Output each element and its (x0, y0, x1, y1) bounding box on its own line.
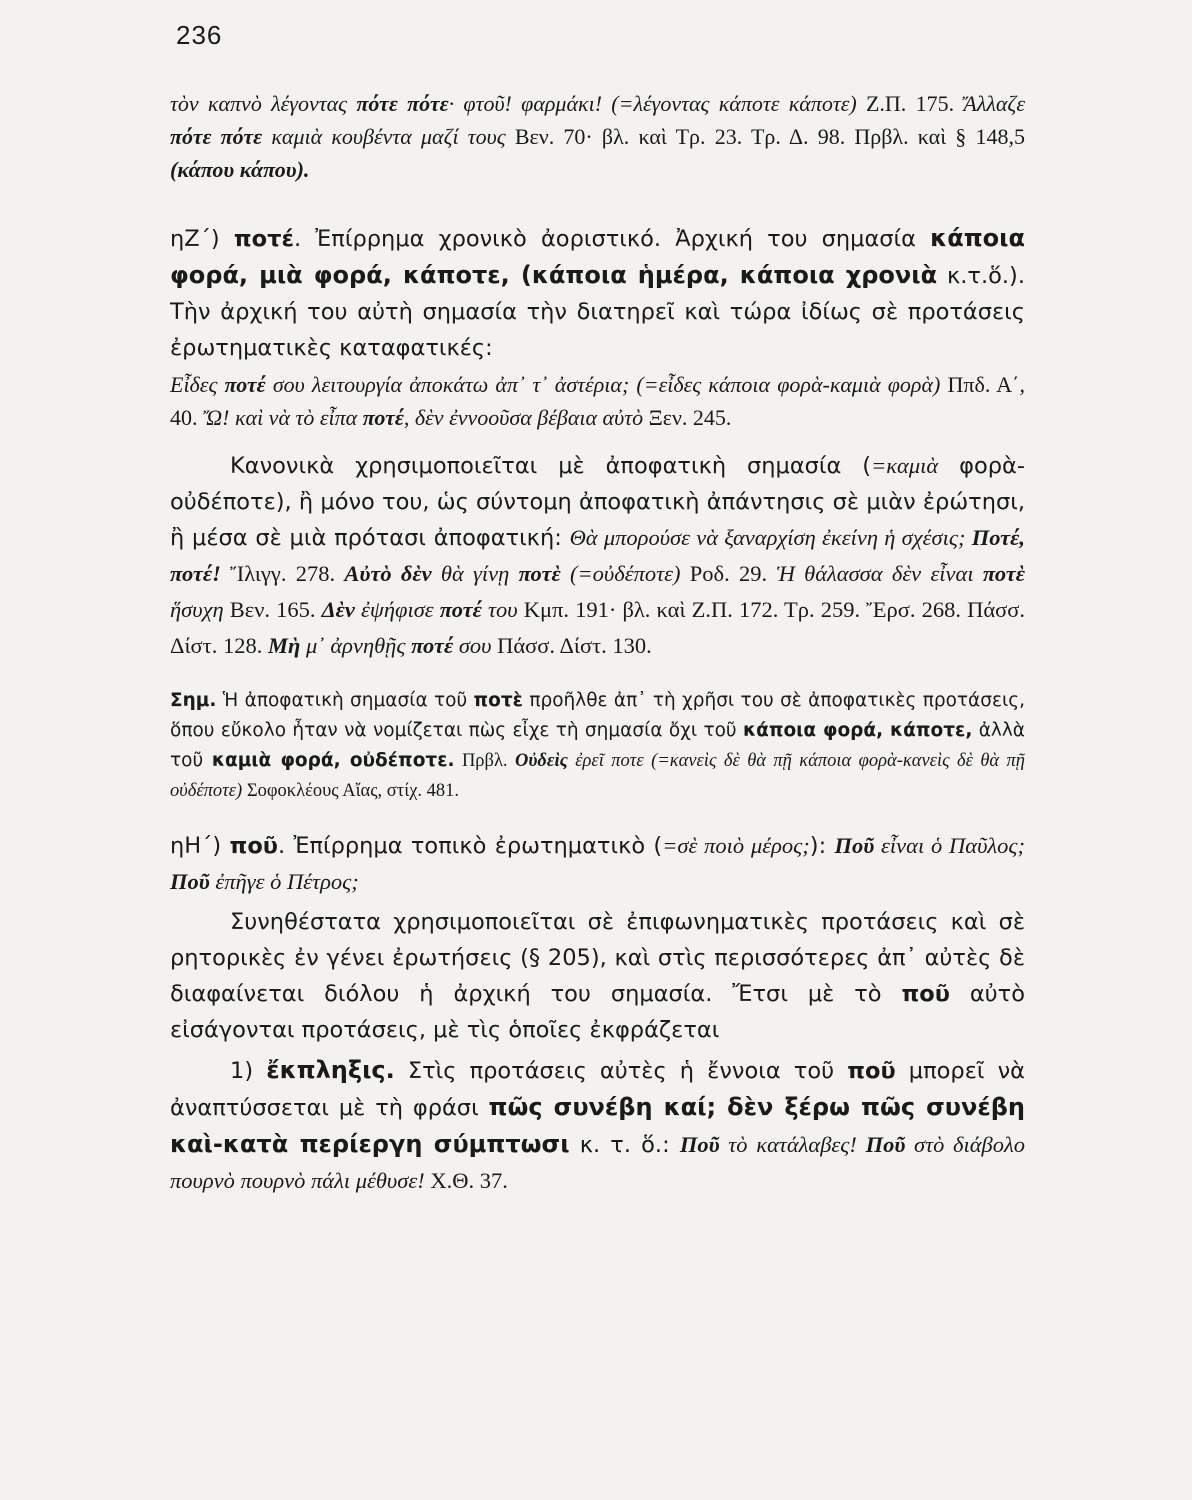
citation: Βεν. 70· βλ. καὶ Τρ. 23. Τρ. Δ. 98. Πρβλ. καὶ § 148,5 (505, 124, 1025, 149)
paragraph-ekplixis (170, 1052, 1025, 1199)
example-text: Εἶδες (170, 372, 225, 397)
citation: Ζ.Π. 175. (856, 91, 964, 116)
body-text: Κανονικὰ χρησιμοποιεῖται μὲ ἀποφατικὴ σημασία ( (230, 453, 872, 479)
example-text: (=οὐδέποτε) (560, 561, 681, 586)
example-text: του (481, 597, 518, 622)
body-text: μπορεῖ νὰ ἀναπτύσσεται μὲ τὴ φράσι (170, 1058, 1026, 1121)
keyword: Μὴ (267, 633, 301, 658)
keyword: Ποτέ, ποτέ! (170, 525, 1025, 586)
note-label: Σημ. (170, 690, 217, 711)
paragraph-negative-meaning (170, 448, 1025, 664)
body-text: Στὶς προτάσεις αὐτὲς ἡ ἔννοια τοῦ (394, 1058, 848, 1084)
keyword: ποτὲ (473, 690, 523, 711)
example-text: ἐρεῖ ποτε (=κανεὶς δὲ θὰ πῇ κάποια φορὰ-κανεὶς δὲ θὰ πῇ οὐδέποτε) (170, 751, 1025, 801)
example-text: θὰ γίνῃ (431, 561, 519, 586)
example-text: ἐψήφισε (354, 597, 440, 622)
example-text: τὸν καπνὸ λέγοντας (170, 91, 357, 116)
citation: Πρβλ. (454, 751, 515, 771)
paragraph-pote-pote-examples (170, 87, 1025, 186)
example-text: , δὲν ἐννοοῦσα βέβαια αὐτὸ (403, 405, 644, 430)
body-text: φορὰ-οὐδέποτε), ἢ μόνο του, ὡς σύντομη ἀποφατικὴ ἀπάντησις σὲ μιὰν ἐρώτησι, ἢ μέσα σὲ μιὰ πρότασι ἀποφατική: (170, 453, 1025, 551)
note-paragraph (170, 686, 1025, 806)
example-text: ἐπῆγε ὁ Πέτρος; (209, 869, 359, 894)
keyword: Ποῦ (679, 1132, 720, 1157)
section-keyword: ποῦ (229, 833, 278, 859)
example-text: Ὤ! καὶ νὰ τὸ εἶπα (203, 405, 363, 430)
page-number: 236 (176, 20, 223, 50)
citation: Χ.Θ. 37. (424, 1168, 508, 1193)
example-text: · φτοῦ! φαρμάκι! (=λέγοντας κάποτε κάποτε) (448, 91, 857, 116)
keyword: ποτὲ (518, 561, 561, 586)
keyword: πότε πότε (170, 124, 263, 149)
keyword: ποτέ (411, 633, 454, 658)
keyword: πότε πότε (356, 91, 449, 116)
example-text: Ἄλλαζε (963, 91, 1025, 116)
note-text: ἀλλὰ τοῦ (170, 720, 1025, 771)
keyword: ποτέ (439, 597, 482, 622)
keyword: ποτέ (362, 405, 404, 430)
body-text: αὐτὸ εἰσάγονται προτάσεις, μὲ τὶς ὁποῖες ἐκφράζεται (170, 981, 1025, 1043)
example-text: εἶναι ὁ Παῦλος; (874, 833, 1026, 858)
keyword: ποῦ (847, 1058, 896, 1084)
example-text: τὸ κατάλαβες! (719, 1132, 866, 1157)
citation: Ππδ. Α΄, 40. (170, 372, 1025, 430)
example-text: σου (453, 633, 492, 658)
keyword: ποτέ (224, 372, 266, 397)
keyword: ποῦ (901, 981, 950, 1007)
section-label: ηΗ΄) (170, 833, 230, 859)
keyword: Ποῦ (170, 869, 210, 894)
bold-term: ἔκπληξις. (266, 1056, 395, 1084)
keyword: Αὐτὸ δὲν (344, 561, 432, 586)
keyword: Δὲν (321, 597, 355, 622)
section-heading-pote (170, 220, 1025, 366)
example-text: Ἡ θάλασσα δὲν εἶναι (776, 561, 983, 586)
example-text: σου λειτουργία ἀποκάτω ἀπ᾿ τ᾿ ἀστέρια; (=εἶδες κάποια φορὰ-καμιὰ φορὰ) (265, 372, 941, 397)
body-text: ): (809, 833, 835, 859)
example-text: ἥσυχη (170, 597, 224, 622)
list-number: 1) (230, 1058, 267, 1084)
citation: Κμπ. 191· βλ. καὶ Ζ.Π. 172. Τρ. 259. Ἔρσ. 268. Πάσσ. Δίστ. 128. (170, 597, 1025, 658)
body-text: κ.τ.ὅ.). Τὴν ἀρχική του αὐτὴ σημασία τὴν διατηρεῖ καὶ τώρα ἰδίως σὲ προτάσεις ἐρωτηματικὲς καταφατικές: (170, 263, 1025, 361)
section-heading-pou (170, 828, 1025, 900)
paragraph-pote-examples (170, 368, 1025, 434)
bold-meaning: πῶς συνέβη καί; δὲν ξέρω πῶς συνέβη καὶ-κατὰ περίεργη σύμπτωσι (170, 1093, 1025, 1158)
body-text: κ. τ. ὅ.: (569, 1132, 680, 1158)
bold-meaning: καμιὰ φορά, οὐδέποτε. (211, 750, 455, 771)
keyword: (κάπου κάπου). (170, 157, 310, 182)
example-text: μ᾿ ἀρνηθῇς (300, 633, 412, 658)
bold-meaning: κάποια φορά, κάποτε, (742, 720, 973, 741)
bold-meaning: κάποια φορά, μιὰ φορά, κάποτε, (κάποια ἡμέρα, κάποια χρονιὰ (170, 224, 1026, 289)
body-text: . Ἐπίρρημα τοπικὸ ἐρωτηματικὸ ( (277, 833, 663, 859)
paragraph-pou-usage (170, 904, 1025, 1048)
book-page (170, 20, 1025, 1199)
example-text: =σὲ ποιὸ μέρος; (662, 833, 810, 858)
body-text: Συνηθέστατα χρησιμοποιεῖται σὲ ἐπιφωνηματικὲς προτάσεις καὶ σὲ ρητορικὲς ἐν γένει ἐρωτήσεις (§ 205), καὶ στὶς περισσότερες ἀπ᾿ αὐτὲς δὲ διαφαίνεται διόλου ἡ ἀρχική του σημασία. Ἔτσι μὲ τὸ (170, 909, 1025, 1007)
example-text: στὸ διάβολο πουρνὸ πουρνὸ πάλι μέθυσε! (170, 1132, 1025, 1193)
section-keyword: ποτέ (233, 226, 294, 252)
example-text: Θὰ μπορούσε νὰ ξαναρχίση ἐκείνη ἡ σχέσις; (569, 525, 972, 550)
example-text: =καμιὰ (871, 453, 939, 478)
keyword: Ποῦ (865, 1132, 906, 1157)
citation: Ξεν. 245. (643, 405, 732, 430)
citation: Σοφοκλέους Αἴας, στίχ. 481. (242, 781, 460, 801)
note-text: Ἡ ἀποφατικὴ σημασία τοῦ (216, 690, 474, 711)
keyword: ποτὲ (982, 561, 1026, 586)
section-label: ηΖ΄) (170, 226, 234, 252)
citation: Πάσσ. Δίστ. 130. (491, 633, 652, 658)
citation: Ἴλιγγ. 278. (220, 561, 345, 586)
keyword: Ποῦ (834, 833, 875, 858)
citation: Βεν. 165. (223, 597, 322, 622)
note-text: προῆλθε ἀπ᾿ τὴ χρῆσι του σὲ ἀποφατικὲς προτάσεις, ὅπου εὔκολο ἦταν νὰ νομίζεται πὼς εἶχε τὴ σημασία ὄχι τοῦ (170, 690, 1025, 741)
keyword: Οὐδεὶς (514, 751, 568, 771)
body-text: . Ἐπίρρημα χρονικὸ ἀοριστικό. Ἀρχική του σημασία (294, 226, 931, 252)
citation: Ροδ. 29. (680, 561, 777, 586)
example-text: καμιὰ κουβέντα μαζί τους (262, 124, 506, 149)
